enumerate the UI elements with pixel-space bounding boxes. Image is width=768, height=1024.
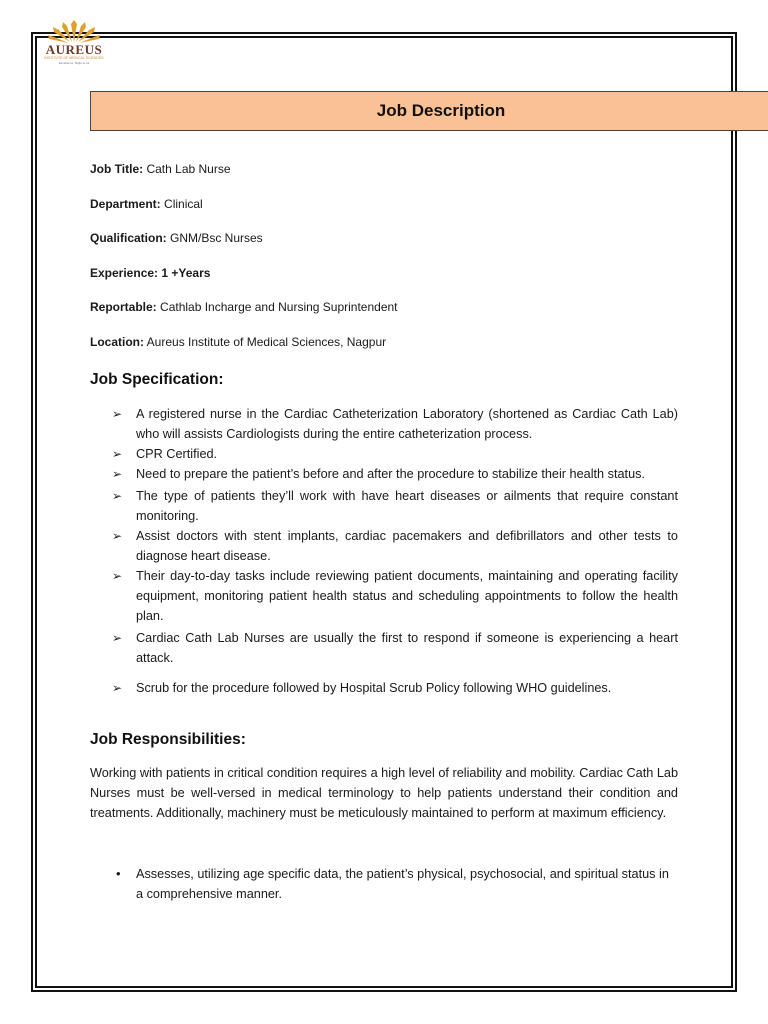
responsibilities-heading: Job Responsibilities:	[90, 731, 246, 748]
field-location	[90, 335, 386, 349]
list-item	[112, 526, 678, 566]
list-item-text: Cardiac Cath Lab Nurses are usually the first to respond if someone is experiencing a heart attack.	[136, 631, 678, 665]
aureus-logo	[38, 20, 110, 64]
arrow-bullet-icon: ➢	[112, 681, 123, 695]
list-item	[112, 464, 678, 484]
list-item-text: A registered nurse in the Cardiac Catheterization Laboratory (shortened as Cardiac Cath Lab) who will assists Cardiologists during the entire catheterization process.	[136, 407, 678, 441]
list-item-text: Assesses, utilizing age specific data, the patient’s physical, psychosocial, and spiritual status in a comprehensive manner.	[136, 867, 669, 901]
list-item	[112, 678, 678, 698]
list-item-text: Assist doctors with stent implants, cardiac pacemakers and defibrillators and other tests to diagnose heart disease.	[136, 529, 678, 563]
field-label: Location:	[90, 335, 144, 349]
field-job-title	[90, 162, 231, 176]
list-item-text: Their day-to-day tasks include reviewing patient documents, maintaining and operating facility equipment, monitoring patient health status and scheduling appointments to follow the health plan.	[136, 569, 678, 623]
arrow-bullet-icon: ➢	[112, 569, 123, 583]
specification-list	[112, 404, 678, 698]
title-bar	[90, 91, 768, 131]
list-item-text: The type of patients they’ll work with have heart diseases or ailments that require constant monitoring.	[136, 489, 678, 523]
dot-bullet-icon: •	[116, 866, 121, 881]
logo-wordmark: AUREUS	[45, 42, 103, 57]
responsibilities-list	[112, 864, 678, 904]
field-value: Cath Lab Nurse	[143, 162, 231, 176]
list-item	[112, 628, 678, 668]
arrow-bullet-icon: ➢	[112, 407, 123, 421]
field-value: GNM/Bsc Nurses	[166, 231, 263, 245]
list-item	[112, 864, 678, 904]
list-item	[112, 404, 678, 444]
arrow-bullet-icon: ➢	[112, 447, 123, 461]
field-label: Qualification:	[90, 231, 167, 245]
arrow-bullet-icon: ➢	[112, 631, 123, 645]
field-qualification	[90, 231, 263, 245]
list-item	[112, 566, 678, 626]
specification-heading: Job Specification:	[90, 371, 224, 388]
field-value: Cathlab Incharge and Nursing Suprintendent	[156, 300, 398, 314]
field-label: Reportable:	[90, 300, 157, 314]
field-value: Aureus Institute of Medical Sciences, Nagpur	[144, 335, 387, 349]
field-label: Experience: 1 +Years	[90, 266, 211, 280]
field-reportable	[90, 300, 398, 314]
field-value: Clinical	[160, 197, 203, 211]
list-item	[112, 444, 678, 464]
logo-tagline: INSTITUTE OF MEDICAL SCIENCES	[44, 56, 104, 60]
list-item	[112, 486, 678, 526]
arrow-bullet-icon: ➢	[112, 529, 123, 543]
responsibilities-intro: Working with patients in critical condition requires a high level of reliability and mobility. Cardiac Cath Lab Nurses must be well-versed in medical terminology to help patients understand their condition and treatments. Additionally, machinery must be meticulously maintained to perform at maximum efficiency.	[90, 766, 678, 820]
arrow-bullet-icon: ➢	[112, 489, 123, 503]
page-title: Job Description	[376, 101, 506, 120]
list-item-text: Need to prepare the patient’s before and after the procedure to stabilize their health status.	[136, 467, 645, 481]
sunburst-logo-icon	[48, 20, 100, 44]
field-department	[90, 197, 203, 211]
field-label: Job Title:	[90, 162, 144, 176]
field-label: Department:	[90, 197, 161, 211]
arrow-bullet-icon: ➢	[112, 467, 123, 481]
logo-subtag: Excellence, Right to us	[58, 61, 90, 65]
list-item-text: Scrub for the procedure followed by Hospital Scrub Policy following WHO guidelines.	[136, 681, 612, 695]
list-item-text: CPR Certified.	[136, 447, 218, 461]
field-experience	[90, 266, 210, 280]
